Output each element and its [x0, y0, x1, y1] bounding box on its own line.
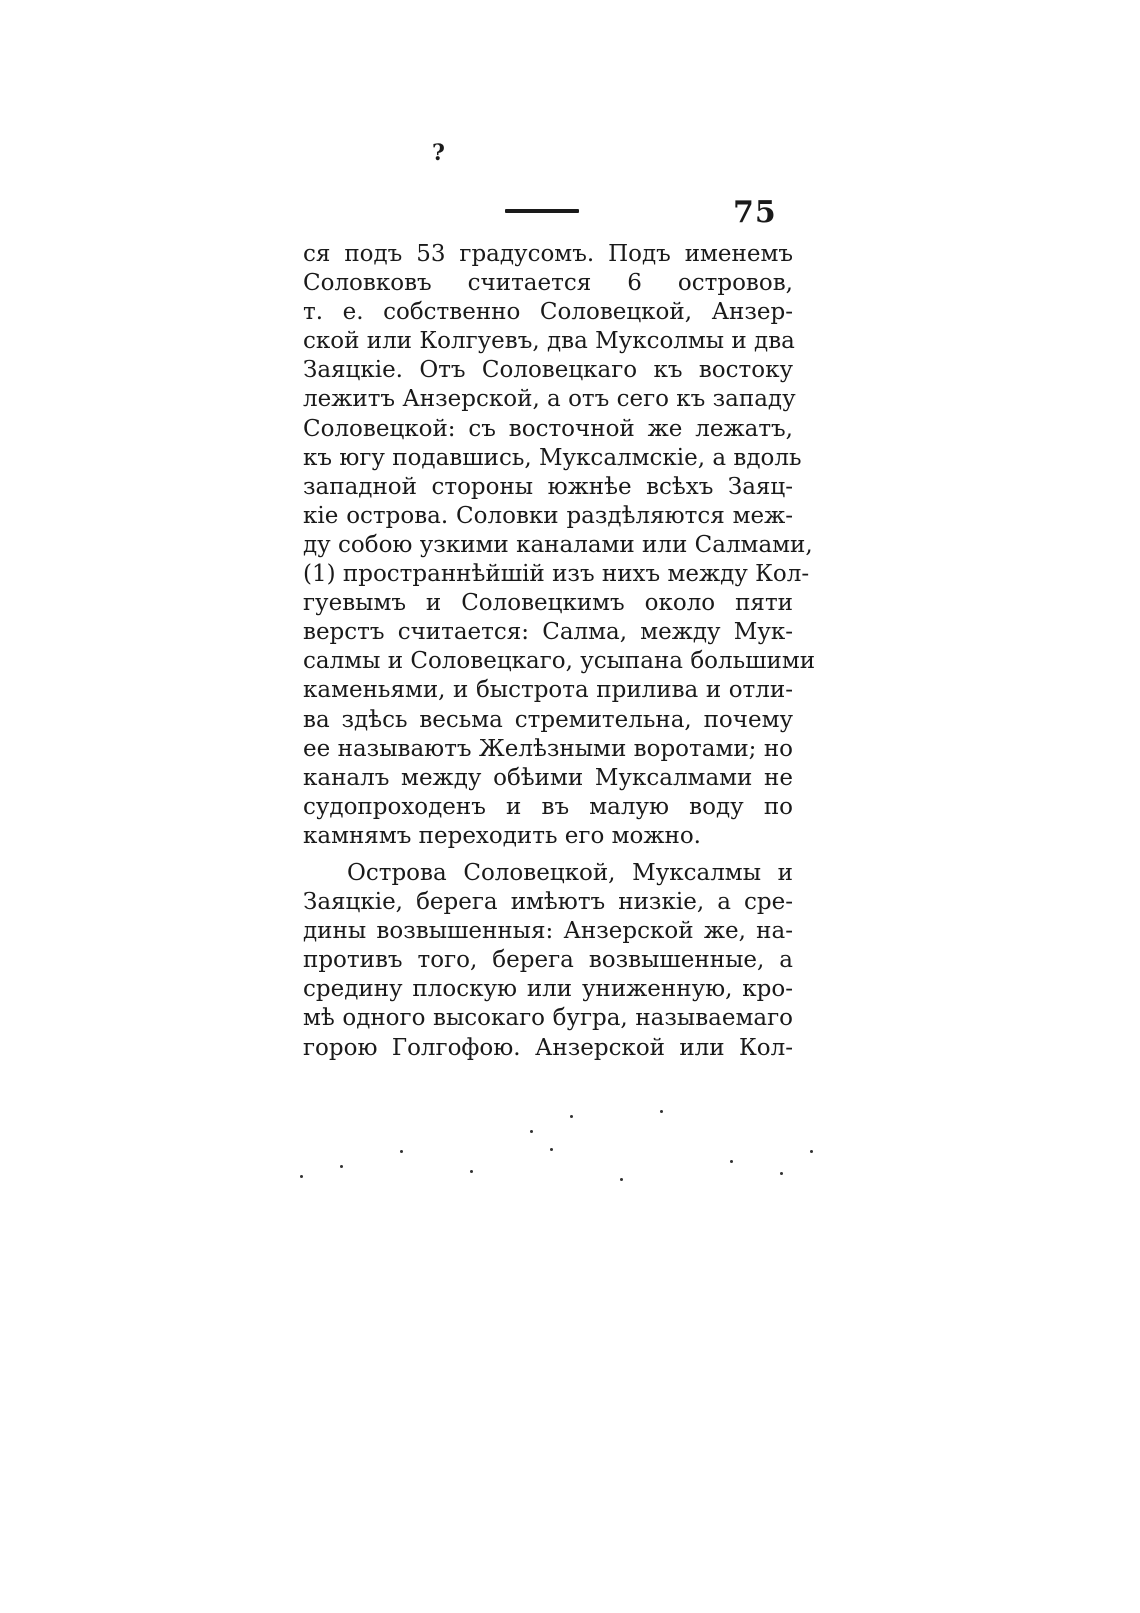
text-line: салмы и Соловецкаго, усыпана большими: [303, 648, 816, 675]
text-line: камнямъ переходить его можно.: [303, 822, 701, 849]
text-line: Заяцкiе, берега имѣютъ низкiе, а сре-: [303, 889, 793, 916]
text-line: лежитъ Анзерской, а отъ сего къ западу: [303, 386, 796, 413]
text-line: ской или Колгуевъ, два Муксолмы и два: [303, 328, 795, 355]
header-rule: [505, 209, 579, 213]
text-line: (1) пространнѣйшiй изъ нихъ между Кол-: [303, 561, 810, 588]
page-number: 75: [733, 195, 777, 230]
text-line: верстъ считается: Салма, между Мук-: [303, 619, 793, 646]
paragraph-2: [303, 859, 793, 1063]
text-line: Соловковъ считается 6 островов,: [303, 270, 793, 297]
scan-speck: [470, 1170, 473, 1173]
paragraph-gap: [303, 851, 793, 859]
scan-speck: [550, 1148, 553, 1151]
scan-speck: [400, 1150, 403, 1153]
text-line: къ югу подавшись, Муксалмскiе, а вдоль: [303, 444, 802, 471]
page-header: [300, 195, 800, 235]
text-line: ся подъ 53 градусомъ. Подъ именемъ: [303, 241, 793, 267]
scan-speck: [340, 1165, 343, 1168]
scan-speck: [780, 1172, 783, 1175]
paragraph-1: [303, 240, 816, 851]
text-line: кiе острова. Соловки раздѣляются меж-: [303, 502, 793, 529]
text-line: каменьями, и быстрота прилива и отли-: [303, 677, 793, 704]
text-line: западной стороны южнѣе всѣхъ Заяц-: [303, 473, 793, 500]
text-line: дины возвышенныя: Анзерской же, на-: [303, 918, 793, 945]
text-line: т. е. собственно Соловецкой, Анзер-: [303, 299, 793, 326]
scan-speck: [810, 1150, 813, 1153]
text-line: Заяцкiе. Отъ Соловецкаго къ востоку: [303, 357, 793, 384]
scan-speck: [620, 1178, 623, 1181]
text-line: ва здѣсь весьма стремительна, почему: [303, 706, 793, 733]
text-line: средину плоскую или униженную, кро-: [303, 976, 793, 1003]
top-ink-mark: ?: [432, 140, 445, 166]
text-line: мѣ одного высокаго бугра, называемаго: [303, 1005, 793, 1032]
text-line: Соловецкой: съ восточной же лежатъ,: [303, 415, 793, 442]
text-line: гуевымъ и Соловецкимъ около пяти: [303, 590, 793, 617]
scan-speck: [730, 1160, 733, 1163]
text-line: каналъ между обѣими Муксалмами не: [303, 764, 793, 791]
text-line: горою Голгофою. Анзерской или Кол-: [303, 1034, 793, 1061]
text-line: Острова Соловецкой, Муксалмы и: [347, 859, 793, 886]
scan-speck: [530, 1130, 533, 1133]
text-line: ее называютъ Желѣзными воротами; но: [303, 735, 793, 762]
scan-speck: [300, 1175, 303, 1178]
scan-speck: [660, 1110, 663, 1113]
body-text: [303, 240, 816, 1063]
text-line: противъ того, берега возвышенные, а: [303, 947, 793, 974]
text-line: судопроходенъ и въ малую воду по: [303, 793, 793, 820]
scan-noise: [280, 1090, 840, 1210]
text-line: ду собою узкими каналами или Салмами,: [303, 531, 813, 558]
scan-speck: [570, 1115, 573, 1118]
